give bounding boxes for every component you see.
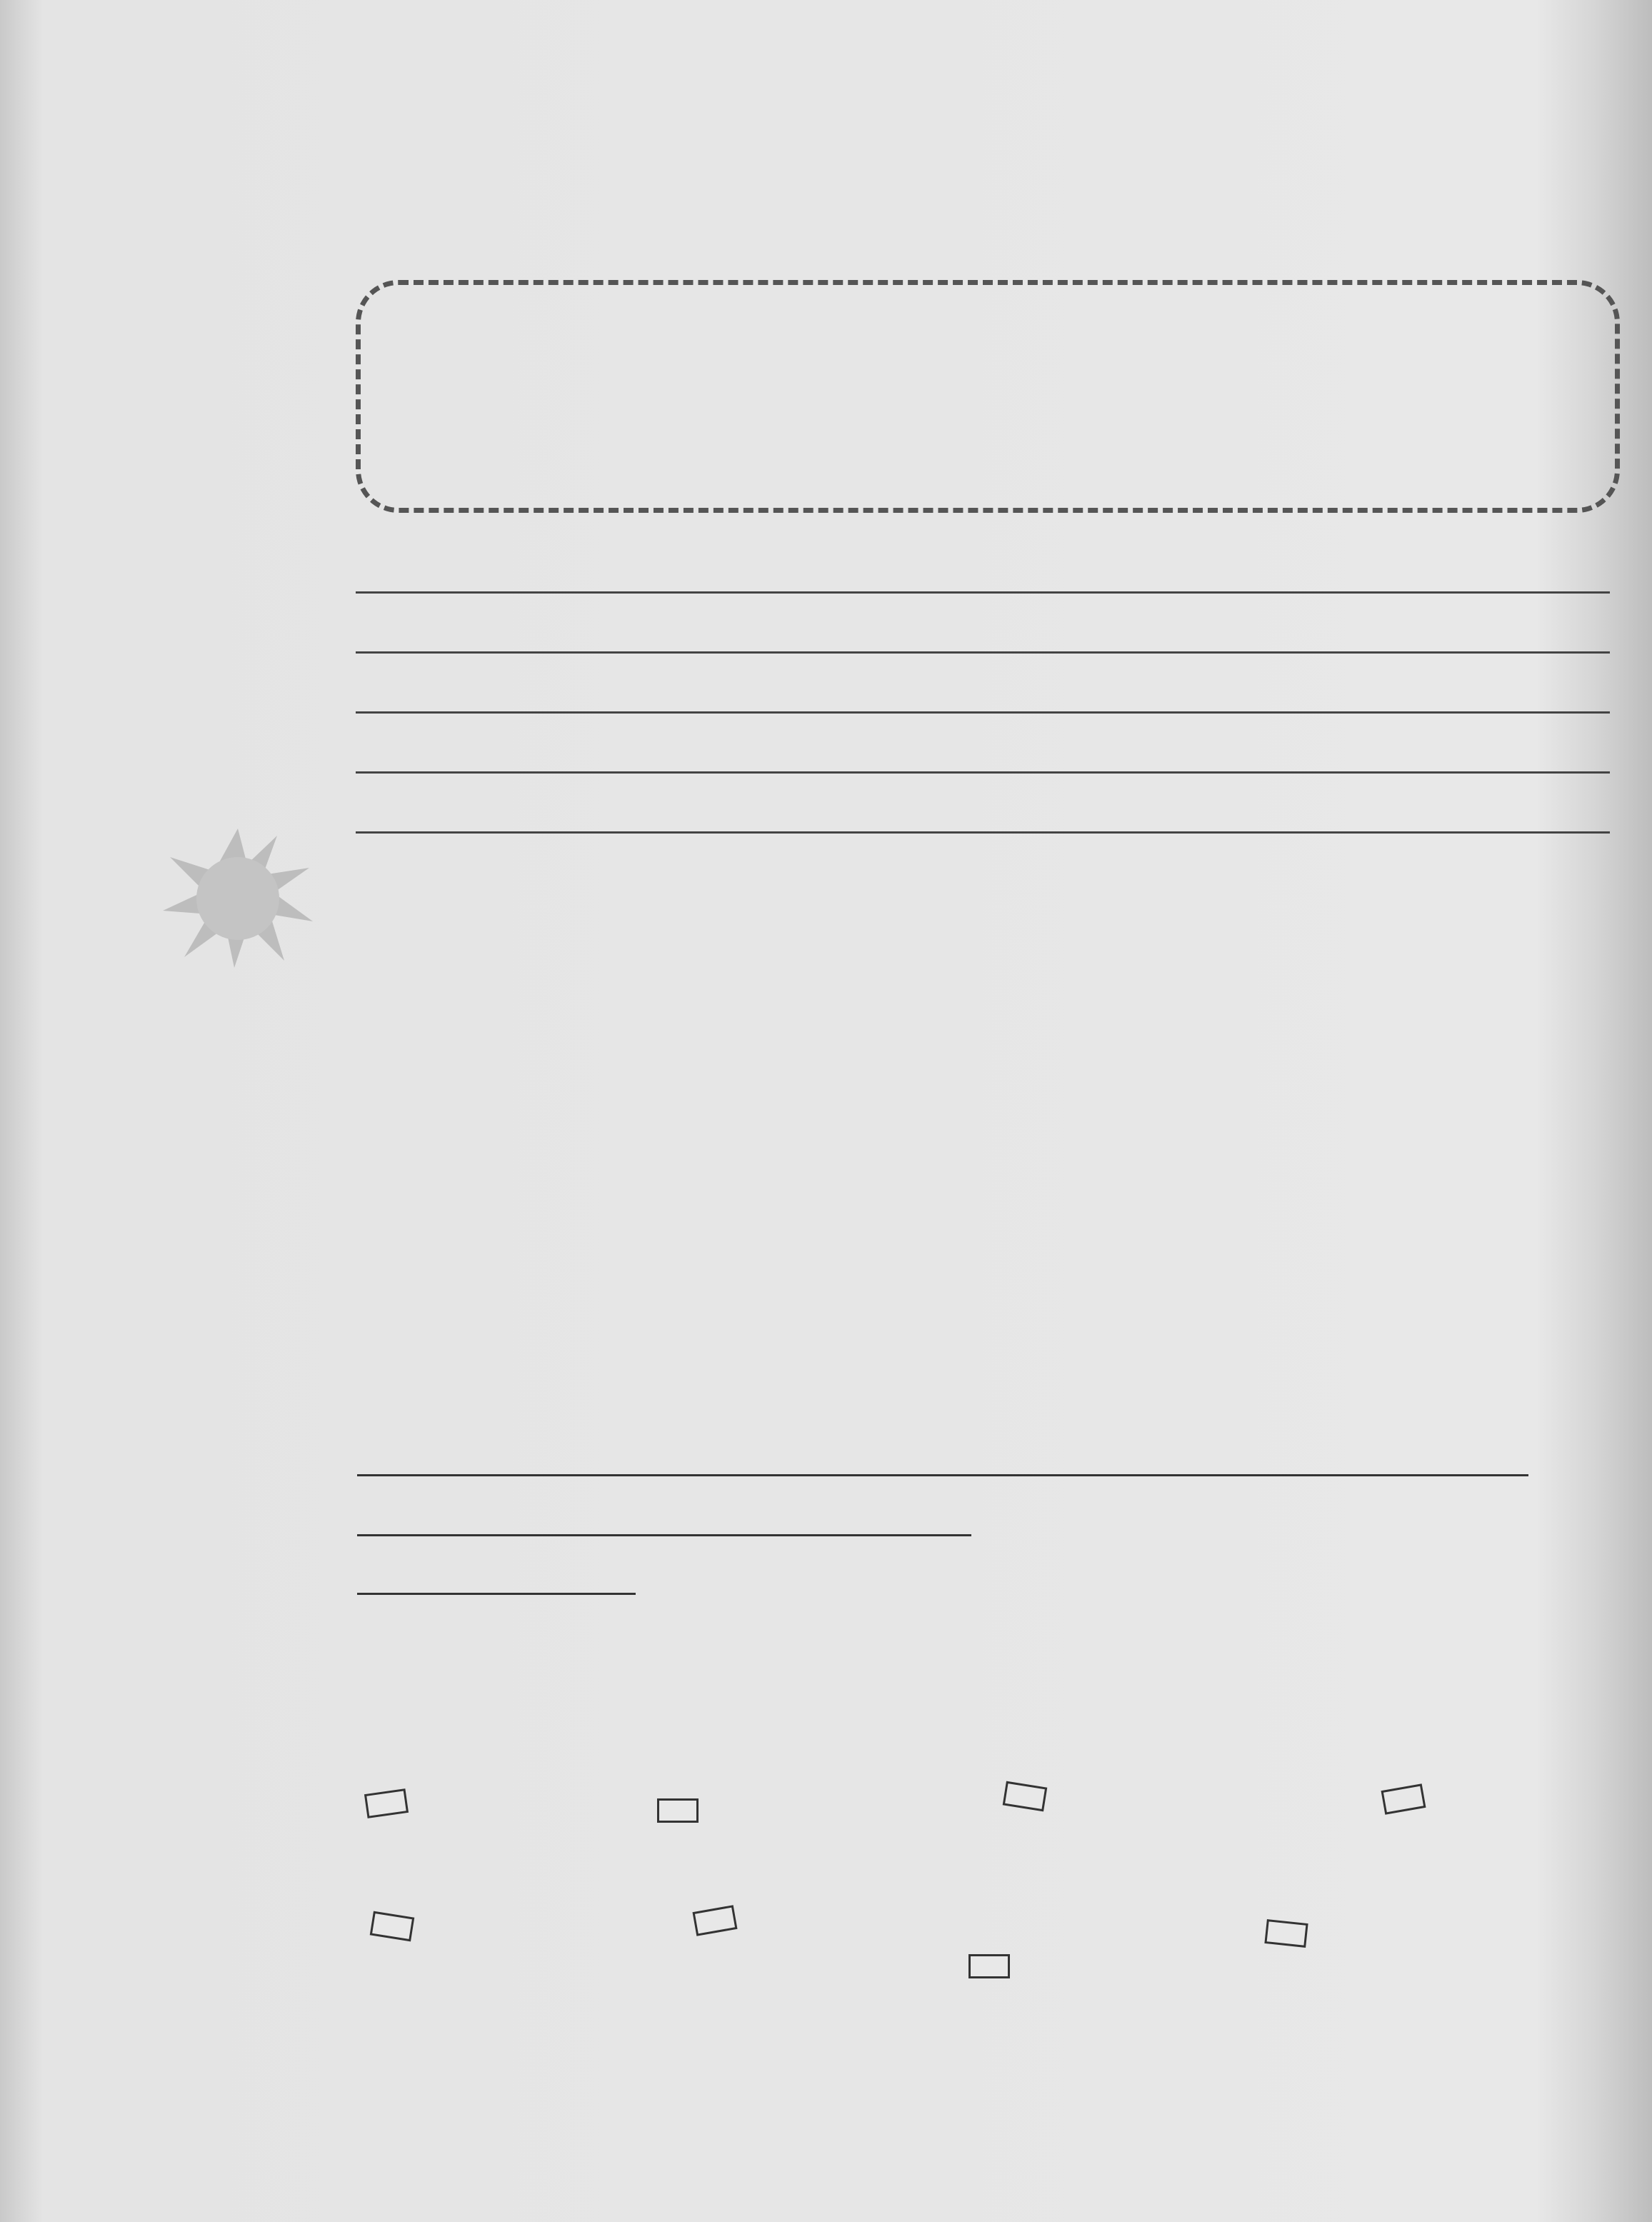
muster-box <box>356 280 1620 513</box>
word-card[interactable] <box>968 1954 1010 1978</box>
task4-a <box>357 979 1610 1013</box>
dialog-line <box>357 1446 1528 1484</box>
writing-line[interactable] <box>356 591 1610 594</box>
answer-blank[interactable] <box>357 1593 636 1595</box>
word-card[interactable] <box>692 1905 737 1936</box>
task4-a-line-1 <box>357 979 1610 1013</box>
task-c <box>357 201 367 236</box>
dialog-line <box>357 1564 636 1603</box>
writing-line[interactable] <box>356 771 1610 774</box>
answer-blank[interactable] <box>357 1474 1528 1476</box>
answer-blank[interactable] <box>357 1534 971 1536</box>
word-card[interactable] <box>1264 1919 1308 1948</box>
writing-line[interactable] <box>356 711 1610 714</box>
writing-line[interactable] <box>356 831 1610 834</box>
dialog-line <box>357 1506 971 1544</box>
ink-splat-icon <box>156 814 320 979</box>
word-card[interactable] <box>657 1798 699 1823</box>
word-card[interactable] <box>370 1911 415 1942</box>
word-card[interactable] <box>1003 1781 1048 1812</box>
writing-line[interactable] <box>356 651 1610 654</box>
word-card[interactable] <box>1381 1783 1426 1815</box>
word-card[interactable] <box>364 1788 409 1818</box>
